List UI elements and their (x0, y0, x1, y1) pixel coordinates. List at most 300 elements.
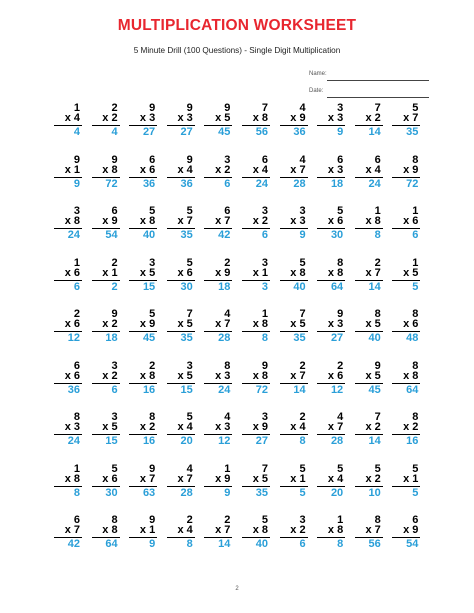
answer: 10 (368, 486, 381, 499)
problem-item (351, 258, 383, 298)
problem-item (238, 412, 270, 452)
times-sign: x (102, 524, 112, 536)
times-sign: x (177, 266, 187, 279)
multiplicand: 6 (111, 205, 118, 217)
multiplier-value: 8 (111, 163, 118, 176)
answer: 64 (105, 538, 118, 550)
times-sign: x (64, 369, 74, 382)
multiplicand: 6 (73, 359, 80, 372)
multiplicand: 2 (149, 359, 156, 372)
multiplicand: 8 (149, 411, 156, 423)
multiplier (102, 165, 117, 176)
times-sign: x (64, 215, 74, 227)
multiplier-value: 9 (412, 524, 419, 536)
answer: 63 (142, 486, 156, 499)
multiplicand: 6 (224, 205, 231, 217)
multiplicand: 9 (186, 102, 193, 114)
problem-item (276, 206, 308, 246)
answer: 27 (180, 126, 193, 138)
multiplier-value: 8 (412, 369, 419, 382)
times-sign: x (327, 472, 338, 485)
problem-item (88, 155, 120, 195)
multiplier (403, 422, 418, 433)
multiplier (253, 113, 268, 124)
multiplicand: 3 (224, 153, 231, 166)
multiplier-value: 2 (149, 421, 156, 433)
times-sign: x (64, 472, 74, 485)
answer: 8 (299, 435, 306, 447)
multiplier (328, 165, 343, 176)
multiplier (253, 422, 268, 433)
multiplier (215, 216, 230, 227)
problem-item (50, 361, 82, 401)
answer: 4 (111, 126, 118, 138)
problem-item (238, 464, 270, 504)
answer: 35 (255, 486, 268, 499)
multiplier-value: 8 (261, 369, 268, 382)
multiplier (403, 113, 418, 124)
multiplier (177, 165, 192, 176)
multiplier (253, 268, 268, 279)
problem-item (313, 309, 345, 349)
multiplier (403, 216, 418, 227)
multiplier-value: 6 (337, 369, 344, 382)
multiplier (140, 268, 155, 279)
multiplicand: 2 (224, 514, 231, 526)
multiplier (253, 525, 268, 536)
times-sign: x (102, 163, 112, 176)
multiplier (177, 113, 192, 124)
multiplier (365, 422, 380, 433)
times-sign: x (215, 421, 225, 433)
multiplier (403, 319, 418, 330)
multiplier (328, 474, 343, 485)
answer: 9 (149, 538, 156, 550)
multiplier (102, 525, 117, 536)
multiplier (65, 216, 80, 227)
multiplicand: 3 (186, 359, 193, 372)
answer: 14 (368, 280, 381, 293)
answer: 8 (186, 538, 193, 550)
multiplicand: 7 (186, 308, 193, 320)
answer: 30 (105, 486, 118, 499)
multiplicand: 5 (412, 462, 419, 475)
multiplicand: 4 (224, 308, 231, 320)
times-sign: x (365, 524, 375, 536)
multiplier-value: 8 (73, 215, 80, 227)
multiplicand: 7 (374, 411, 381, 423)
name-line (327, 80, 429, 81)
multiplier (328, 525, 343, 536)
multiplicand: 6 (412, 514, 419, 526)
multiplier (177, 422, 192, 433)
times-sign: x (139, 112, 150, 124)
answer: 28 (293, 177, 306, 190)
times-sign: x (64, 163, 74, 176)
answer: 15 (142, 280, 156, 293)
problem-item (50, 155, 82, 195)
multiplier (65, 165, 80, 176)
multiplier (215, 371, 230, 382)
times-sign: x (327, 421, 338, 433)
problem-item (351, 309, 383, 349)
multiplicand: 2 (337, 359, 344, 372)
multiplicand: 8 (374, 514, 381, 526)
problem-item (163, 464, 195, 504)
answer: 45 (142, 332, 156, 344)
answer: 8 (337, 538, 344, 550)
answer: 42 (218, 229, 231, 241)
multiplier (290, 371, 305, 382)
times-sign: x (64, 524, 74, 536)
answer: 56 (368, 538, 381, 550)
times-sign: x (290, 421, 300, 433)
answer: 12 (67, 332, 80, 344)
problem-item (351, 206, 383, 246)
multiplier-value: 3 (186, 112, 193, 124)
answer: 28 (330, 435, 344, 447)
multiplier (102, 422, 117, 433)
multiplier (365, 525, 380, 536)
multiplier-value: 8 (299, 266, 306, 279)
problem-item (50, 412, 82, 452)
answer: 35 (180, 229, 193, 241)
answer: 14 (368, 126, 381, 138)
times-sign: x (365, 266, 375, 279)
multiplicand: 1 (337, 514, 344, 526)
problem-item (388, 464, 420, 504)
problem-item (351, 103, 383, 143)
answer: 16 (142, 383, 156, 396)
name-field (309, 71, 429, 83)
multiplicand: 9 (149, 462, 156, 475)
answer: 40 (368, 332, 381, 344)
multiplier (140, 216, 155, 227)
multiplier-value: 8 (337, 524, 344, 536)
multiplier (177, 474, 192, 485)
problem-item (313, 155, 345, 195)
worksheet-subtitle: 5 Minute Drill (100 Questions) - Single Digit Multiplication (133, 46, 341, 55)
problem-item (200, 412, 232, 452)
times-sign: x (365, 421, 375, 433)
multiplier-value: 6 (186, 266, 193, 279)
multiplier-value: 2 (224, 163, 231, 176)
times-sign: x (215, 215, 225, 227)
multiplicand: 5 (337, 205, 344, 217)
problem-item (50, 464, 82, 504)
multiplicand: 7 (261, 102, 268, 114)
times-sign: x (64, 318, 74, 330)
multiplier-value: 6 (73, 318, 80, 330)
times-sign: x (139, 215, 150, 227)
multiplier-value: 8 (111, 524, 118, 536)
multiplier-value: 7 (337, 421, 344, 433)
page-number: 2 (235, 586, 239, 592)
answer: 40 (255, 538, 268, 550)
multiplier (403, 525, 418, 536)
times-sign: x (327, 369, 338, 382)
multiplier (253, 319, 268, 330)
answer: 8 (374, 229, 381, 241)
multiplier-value: 7 (224, 215, 231, 227)
multiplier-value: 7 (374, 524, 381, 536)
multiplicand: 6 (261, 153, 268, 166)
problem-item (200, 103, 232, 143)
answer: 9 (337, 126, 344, 138)
problem-item (88, 515, 120, 555)
answer: 6 (412, 229, 419, 241)
times-sign: x (139, 163, 150, 176)
problem-item (238, 155, 270, 195)
multiplier-value: 3 (224, 369, 231, 382)
problem-item (238, 258, 270, 298)
multiplier-value: 7 (186, 472, 193, 485)
answer: 4 (73, 126, 80, 138)
times-sign: x (252, 524, 262, 536)
multiplier-value: 2 (412, 421, 419, 433)
times-sign: x (327, 524, 338, 536)
times-sign: x (102, 112, 112, 124)
times-sign: x (177, 369, 187, 382)
multiplier (328, 422, 343, 433)
problem-item (313, 258, 345, 298)
multiplier (65, 422, 80, 433)
multiplicand: 7 (299, 308, 306, 320)
multiplier-value: 6 (149, 163, 156, 176)
multiplier (65, 371, 80, 382)
answer: 18 (218, 280, 231, 293)
problem-item (388, 361, 420, 401)
multiplier (65, 113, 80, 124)
multiplier (215, 422, 230, 433)
multiplicand: 7 (261, 462, 268, 475)
multiplicand: 1 (73, 102, 80, 114)
multiplier (365, 268, 380, 279)
times-sign: x (102, 318, 112, 330)
multiplicand: 5 (299, 256, 306, 269)
multiplier (102, 474, 117, 485)
answer: 9 (299, 229, 306, 241)
multiplier (290, 422, 305, 433)
answer: 24 (368, 177, 381, 190)
multiplier-value: 5 (374, 369, 381, 382)
multiplicand: 8 (224, 359, 231, 372)
problem-item (313, 361, 345, 401)
problem-item (313, 412, 345, 452)
multiplier-value: 9 (224, 472, 231, 485)
multiplier-value: 1 (261, 266, 268, 279)
multiplier (328, 268, 343, 279)
multiplier-value: 4 (186, 421, 193, 433)
answer: 5 (412, 486, 419, 499)
answer: 2 (111, 280, 118, 293)
multiplicand: 9 (73, 153, 80, 166)
multiplier-value: 8 (261, 524, 268, 536)
multiplier-value: 8 (149, 369, 156, 382)
answer: 27 (330, 332, 344, 344)
times-sign: x (403, 524, 413, 536)
times-sign: x (327, 163, 338, 176)
answer: 18 (105, 332, 118, 344)
answer: 48 (406, 332, 419, 344)
multiplier-value: 4 (186, 524, 193, 536)
multiplier (102, 216, 117, 227)
problem-item (276, 412, 308, 452)
multiplier (215, 268, 230, 279)
multiplicand: 9 (261, 359, 268, 372)
multiplier-value: 2 (261, 215, 268, 227)
multiplicand: 5 (186, 205, 193, 217)
answer: 5 (299, 486, 306, 499)
times-sign: x (139, 369, 150, 382)
multiplier-value: 2 (111, 112, 118, 124)
problem-item (88, 464, 120, 504)
times-sign: x (252, 266, 262, 279)
date-line (327, 97, 429, 98)
multiplier-value: 3 (149, 112, 156, 124)
answer: 3 (261, 280, 268, 293)
multiplicand: 2 (111, 102, 118, 114)
multiplicand: 5 (412, 102, 419, 114)
multiplier (215, 474, 230, 485)
problem-item (163, 361, 195, 401)
answer: 64 (330, 280, 344, 293)
multiplicand: 1 (412, 256, 419, 269)
multiplicand: 8 (337, 256, 344, 269)
answer: 24 (255, 177, 268, 190)
multiplier (253, 216, 268, 227)
times-sign: x (215, 163, 225, 176)
times-sign: x (215, 318, 225, 330)
problem-item (276, 309, 308, 349)
times-sign: x (290, 472, 300, 485)
multiplier (290, 474, 305, 485)
multiplier-value: 8 (261, 112, 268, 124)
multiplicand: 3 (299, 514, 306, 526)
problem-item (125, 103, 157, 143)
problem-item (388, 258, 420, 298)
multiplier-value: 2 (111, 369, 118, 382)
answer: 15 (180, 383, 193, 396)
multiplier-value: 4 (73, 112, 80, 124)
multiplier (102, 371, 117, 382)
multiplicand: 9 (111, 153, 118, 166)
times-sign: x (403, 472, 413, 485)
multiplier (290, 165, 305, 176)
multiplier-value: 1 (111, 266, 118, 279)
times-sign: x (102, 472, 112, 485)
times-sign: x (102, 421, 112, 433)
multiplicand: 8 (412, 359, 419, 372)
times-sign: x (403, 369, 413, 382)
problem-item (388, 155, 420, 195)
problem-item (50, 103, 82, 143)
times-sign: x (403, 266, 413, 279)
times-sign: x (327, 112, 338, 124)
multiplier-value: 9 (149, 318, 156, 330)
multiplicand: 5 (149, 205, 156, 217)
multiplicand: 3 (149, 256, 156, 269)
multiplicand: 5 (374, 462, 381, 475)
multiplier-value: 7 (299, 163, 306, 176)
problem-item (50, 309, 82, 349)
problem-item (163, 206, 195, 246)
multiplicand: 3 (261, 411, 268, 423)
multiplier (328, 319, 343, 330)
name-label: Name: (309, 71, 327, 77)
times-sign: x (252, 215, 262, 227)
problem-item (313, 206, 345, 246)
answer: 14 (368, 435, 381, 447)
answer: 40 (293, 280, 306, 293)
multiplier-value: 7 (149, 472, 156, 485)
answer: 6 (299, 538, 306, 550)
multiplier-value: 9 (111, 215, 118, 227)
multiplier (290, 216, 305, 227)
multiplicand: 5 (186, 256, 193, 269)
times-sign: x (290, 524, 300, 536)
problem-item (88, 309, 120, 349)
times-sign: x (290, 112, 300, 124)
problem-item (388, 206, 420, 246)
multiplier (365, 216, 380, 227)
problem-item (50, 206, 82, 246)
times-sign: x (215, 266, 225, 279)
multiplier (177, 268, 192, 279)
multiplier-value: 9 (412, 163, 419, 176)
times-sign: x (64, 421, 74, 433)
problem-item (351, 464, 383, 504)
answer: 35 (406, 126, 419, 138)
multiplier-value: 1 (412, 472, 419, 485)
multiplicand: 9 (374, 359, 381, 372)
multiplier (65, 525, 80, 536)
multiplier (328, 216, 343, 227)
multiplicand: 9 (186, 153, 193, 166)
multiplier-value: 2 (374, 112, 381, 124)
answer: 36 (180, 177, 193, 190)
times-sign: x (252, 318, 262, 330)
multiplicand: 8 (73, 411, 80, 423)
multiplier (253, 371, 268, 382)
multiplicand: 4 (299, 102, 306, 114)
multiplier (403, 268, 418, 279)
multiplicand: 4 (337, 411, 344, 423)
multiplier-value: 2 (374, 421, 381, 433)
multiplier (365, 474, 380, 485)
times-sign: x (290, 163, 300, 176)
multiplier-value: 6 (412, 215, 419, 227)
multiplicand: 3 (299, 205, 306, 217)
problem-item (200, 258, 232, 298)
times-sign: x (139, 318, 150, 330)
times-sign: x (177, 215, 187, 227)
problem-item (200, 309, 232, 349)
times-sign: x (403, 215, 413, 227)
answer: 20 (180, 435, 193, 447)
multiplier-value: 7 (224, 524, 231, 536)
multiplier-value: 7 (412, 112, 419, 124)
multiplier-value: 8 (374, 215, 381, 227)
multiplier-value: 3 (337, 163, 344, 176)
multiplicand: 1 (73, 462, 80, 475)
multiplicand: 3 (111, 359, 118, 372)
times-sign: x (403, 112, 413, 124)
multiplier (215, 319, 230, 330)
multiplicand: 5 (186, 411, 193, 423)
multiplier (215, 525, 230, 536)
times-sign: x (365, 318, 375, 330)
